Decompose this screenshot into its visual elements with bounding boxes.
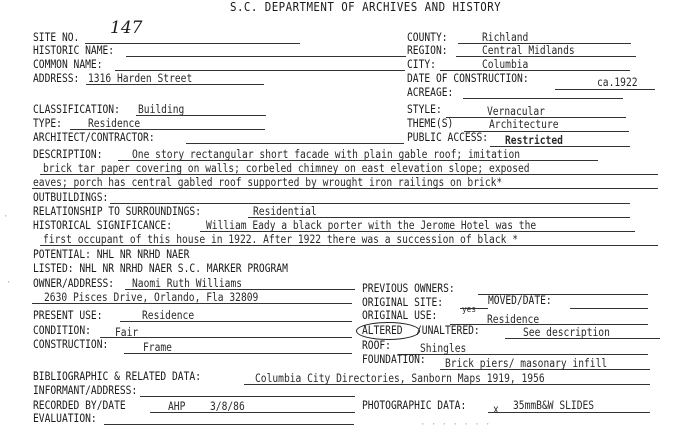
address-label: ADDRESS: [33, 72, 80, 85]
historical-significance-line-1: William Eady a black porter with the Jerome Hotel was the [206, 219, 537, 232]
unaltered-label: /UNALTERED: [416, 324, 480, 337]
foundation-value: Brick piers/ masonary infill [445, 357, 608, 370]
date-of-construction-label: DATE OF CONSTRUCTION: [407, 72, 529, 85]
original-site-line [460, 308, 488, 309]
original-site-value: yes [462, 305, 476, 315]
style-value: Vernacular [487, 105, 545, 118]
city-line [440, 70, 630, 71]
address-value: 1316 Harden Street [88, 72, 193, 85]
recorded-by-value: AHP [168, 400, 186, 413]
altered-note-value: See description [523, 326, 610, 339]
historical-significance-label: HISTORICAL SIGNIFICANCE: [33, 219, 173, 232]
site-no-line [85, 43, 300, 44]
owner-line [125, 289, 355, 290]
description-rule-3 [32, 188, 658, 189]
classification-value: Building [138, 103, 185, 116]
construction-label: CONSTRUCTION: [33, 338, 109, 351]
foundation-line [440, 369, 650, 370]
relationship-value: Residential [253, 205, 317, 218]
public-access-line [490, 146, 630, 147]
moved-date-line [570, 308, 648, 309]
present-use-value: Residence [142, 309, 195, 322]
recorded-by-label: RECORDED BY/DATE [33, 399, 126, 412]
photographic-line [488, 412, 650, 413]
date-of-construction-line [555, 89, 655, 90]
condition-label: CONDITION: [33, 324, 91, 337]
classification-label: CLASSIFICATION: [33, 103, 120, 116]
foundation-label: FOUNDATION: [362, 353, 426, 366]
bibliographic-line [244, 384, 650, 385]
type-label: TYPE: [33, 117, 62, 130]
altered-note-line [505, 338, 660, 339]
region-line [456, 56, 636, 57]
common-name-line [115, 70, 405, 71]
roof-label: ROOF: [362, 339, 391, 352]
county-label: COUNTY: [407, 31, 448, 44]
photographic-value: 35mmB&W SLIDES [513, 399, 595, 412]
bibliographic-value: Columbia City Directories, Sanborn Maps 1919, 1956 [255, 372, 545, 385]
description-label: DESCRIPTION: [33, 148, 103, 161]
historical-significance-line-2: first occupant of this house in 1922. After 1922 there was a succession of black * [43, 233, 518, 246]
description-rule-1 [118, 160, 598, 161]
type-line [70, 129, 265, 130]
relationship-line [248, 217, 630, 218]
historic-name-label: HISTORIC NAME: [33, 44, 115, 57]
city-label: CITY: [407, 58, 436, 71]
site-no-label: SITE NO. [33, 31, 80, 44]
original-site-label: ORIGINAL SITE: [362, 296, 444, 309]
outbuildings-label: OUTBUILDINGS: [33, 191, 109, 204]
public-access-value: Restricted [505, 134, 563, 147]
common-name-label: COMMON NAME: [33, 58, 103, 71]
form-header: S.C. DEPARTMENT OF ARCHIVES AND HISTORY [230, 0, 502, 14]
owner-label: OWNER/ADDRESS: [33, 277, 115, 290]
moved-date-label: MOVED/DATE: [488, 294, 552, 307]
condition-value: Fair [115, 326, 139, 339]
roof-line [398, 354, 648, 355]
recorded-date-value: 3/8/86 [210, 400, 245, 413]
listed-row: LISTED: NHL NR NRHD NAER S.C. MARKER PROGRAM [33, 262, 288, 275]
historical-significance-rule-1 [200, 231, 635, 232]
evaluation-line [104, 424, 354, 425]
condition-line [100, 337, 352, 338]
address-line [86, 84, 264, 85]
owner-address-value: 2630 Pisces Drive, Orlando, Fla 32809 [44, 291, 259, 304]
present-use-label: PRESENT USE: [33, 309, 103, 322]
classification-line [136, 115, 266, 116]
historical-significance-rule-2 [40, 245, 658, 246]
informant-label: INFORMANT/ADDRESS: [33, 384, 138, 397]
original-use-label: ORIGINAL USE: [362, 309, 438, 322]
historic-name-line [126, 56, 406, 57]
construction-line [124, 353, 352, 354]
acreage-label: ACREAGE: [407, 86, 454, 99]
theme-value: Architecture [489, 118, 559, 131]
altered-label: ALTERED [362, 324, 403, 337]
description-line-3: eaves; porch has central gabled roof supported by wrought iron railings on brick* [33, 176, 503, 189]
date-of-construction-value: ca.1922 [597, 76, 638, 89]
present-use-line [120, 321, 352, 322]
public-access-label: PUBLIC ACCESS: [407, 131, 489, 144]
outbuildings-line [110, 203, 630, 204]
owner-name-value: Naomi Ruth Williams [132, 277, 243, 290]
region-label: REGION: [407, 44, 448, 57]
architect-label: ARCHITECT/CONTRACTOR: [33, 131, 155, 144]
owner-address-line [32, 303, 352, 304]
recorded-by-line [150, 412, 355, 413]
description-rule-2 [40, 174, 658, 175]
informant-line [140, 396, 355, 397]
potential-row: POTENTIAL: NHL NR NRHD NAER [33, 248, 190, 261]
previous-owners-label: PREVIOUS OWNERS: [362, 282, 455, 295]
evaluation-label: EVALUATION: [33, 412, 97, 425]
type-value: Residence [88, 117, 141, 130]
site-no-value: 147 [110, 18, 143, 38]
description-line-1: One story rectangular short facade with plain gable roof; imitation [132, 148, 521, 161]
scan-artifact: · [3, 212, 9, 222]
photographic-label: PHOTOGRAPHIC DATA: [362, 399, 467, 412]
county-value: Richland [482, 31, 529, 44]
construction-value: Frame [143, 341, 172, 354]
theme-label: THEME(S) [407, 117, 454, 130]
roof-value: Shingles [420, 342, 467, 355]
original-use-value: Residence [487, 313, 540, 326]
bibliographic-label: BIBLIOGRAPHIC & RELATED DATA: [33, 370, 201, 383]
region-value: Central Midlands [482, 44, 575, 57]
scan-artifact: · [6, 278, 12, 288]
style-label: STYLE: [407, 103, 442, 116]
relationship-label: RELATIONSHIP TO SURROUNDINGS: [33, 205, 201, 218]
theme-line [464, 131, 629, 132]
city-value: Columbia [482, 58, 529, 71]
description-line-2: brick tar paper covering on walls; corbeled chimney on east elevation slope; exposed [43, 162, 530, 175]
photographic-x-value: x [493, 403, 499, 416]
acreage-line [463, 98, 623, 99]
scan-artifact: · · · · · · · [420, 420, 491, 430]
architect-line [186, 143, 404, 144]
